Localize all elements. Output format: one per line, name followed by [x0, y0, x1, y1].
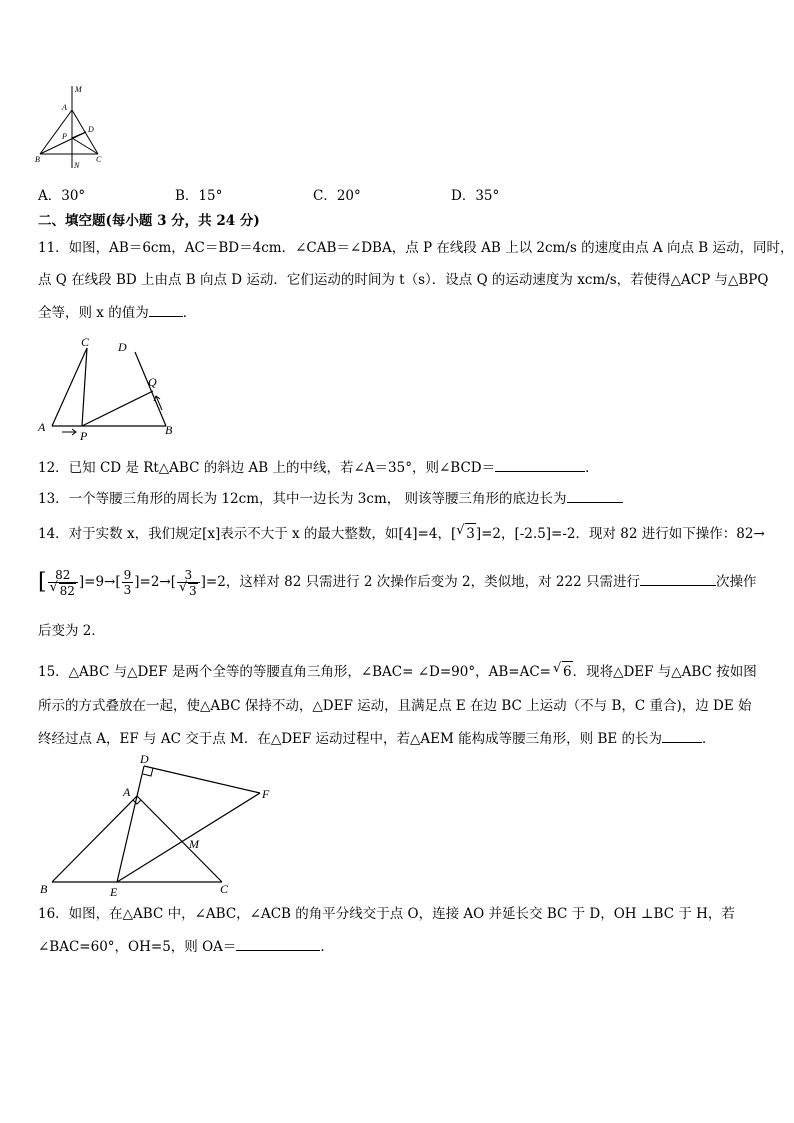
q14-fraction-2	[122, 568, 134, 597]
q12-line	[38, 457, 758, 478]
label-f: F	[262, 787, 270, 801]
q16-line1: 16．如图，在△ABC 中，∠ABC，∠ACB 的角平分线交于点 O，连接 AO 并延长交 BC 于 D，OH ⊥BC 于 H，若	[38, 906, 735, 922]
label-a: A	[62, 103, 67, 112]
label-p: P	[80, 429, 88, 443]
q14-line3: 后变为 2．	[38, 623, 105, 639]
q13-text: 13．一个等腰三角形的周长为 12cm，其中一边长为 3cm， 则该等腰三角形的底边长为	[38, 491, 567, 507]
q12-text: 12．已知 CD 是 Rt△ABC 的斜边 AB 上的中线，若∠A＝35°，则∠BCD＝	[38, 460, 496, 476]
label-m: M	[189, 837, 199, 851]
q14-f3-den	[177, 583, 200, 598]
option-a: A．30°	[38, 188, 86, 204]
q15-line1	[38, 661, 758, 682]
label-q: Q	[148, 375, 157, 389]
q14-f1-den	[48, 583, 78, 598]
seg-pd	[72, 132, 86, 138]
seg-ab	[40, 110, 72, 154]
label-m: M	[75, 85, 82, 94]
q14-f2-den: 3	[123, 583, 132, 597]
q15-end: ．	[702, 731, 716, 747]
seg-ac	[137, 796, 222, 882]
right-angle-a	[133, 800, 141, 804]
q14-f2-num: 9	[123, 568, 132, 582]
label-b: B	[40, 882, 48, 896]
q13-line	[38, 488, 758, 509]
q14-line1	[38, 523, 765, 544]
q14-r2: ]=2→[	[134, 574, 177, 590]
q15-line3	[38, 728, 758, 749]
figure-q11	[36, 334, 186, 444]
q14-f3-sqrt: √ 3	[188, 583, 198, 598]
q14-r1: ]=9→[	[78, 574, 121, 590]
q16-text: ∠BAC=60°，OH=5，则 OA＝	[38, 939, 237, 955]
q15-line2: 所示的方式叠放在一起，使△ABC 保持不动，△DEF 运动，且满足点 E 在边 BC 上运动（不与 B，C 重合)，边 DE 始	[38, 698, 752, 714]
q14-fraction-3	[177, 568, 200, 598]
seg-df	[144, 766, 260, 793]
seg-ab	[52, 796, 137, 882]
q14-f1-sqrt: √ 82	[59, 583, 76, 598]
section-title: 二、填空题(每小题 3 分，共 24 分)	[38, 213, 260, 229]
seg-ac	[52, 348, 87, 426]
label-p: P	[62, 132, 67, 141]
label-c: C	[81, 335, 90, 349]
q14-answer-blank[interactable]	[640, 571, 716, 586]
seg-bd	[135, 352, 166, 426]
q11-line1: 11．如图，AB＝6cm，AC＝BD＝4cm．∠CAB＝∠DBA，点 P 在线段 AB 上以 2cm/s 的速度由点 A 向点 B 运动，同时，	[38, 240, 794, 256]
label-c: C	[220, 882, 229, 896]
figure-q10	[34, 84, 114, 170]
label-d: D	[140, 752, 149, 766]
label-b: B	[165, 423, 173, 437]
q15-text-1a: 15．△ABC 与△DEF 是两个全等的等腰直角三角形，∠BAC= ∠D=90°，AB=AC=	[38, 664, 551, 680]
option-b: B．15°	[175, 188, 223, 204]
q14-line2	[38, 562, 758, 602]
q16-end: .	[320, 939, 325, 955]
q11-answer-blank[interactable]	[149, 302, 183, 317]
q15-text-1b: ．现将△DEF 与△ABC 按如图	[572, 664, 757, 680]
q15-answer-blank[interactable]	[662, 728, 702, 743]
option-c: C．20°	[313, 188, 361, 204]
q15-sqrt6: √ 6	[562, 661, 573, 682]
q11-line3	[38, 302, 758, 323]
q11-text: 全等，则 x 的值为	[38, 305, 149, 321]
label-n: N	[74, 161, 80, 170]
q14-text-1b: ]=2，[-2.5]=-2．现对 82 进行如下操作：82→	[475, 526, 765, 542]
q14-r3: ]=2，这样对 82 只需进行 2 次操作后变为 2，类似地，对 222 只需进行	[200, 574, 640, 590]
label-d: D	[88, 125, 94, 134]
seg-pc	[72, 138, 98, 154]
q11-line2: 点 Q 在线段 BD 上由点 B 向点 D 运动．它们运动的时间为 t（s）．设点 Q 的运动速度为 xcm/s，若使得△ACP 与△BPQ	[38, 272, 769, 288]
q12-end: ．	[585, 460, 599, 476]
label-c: C	[96, 155, 102, 164]
label-a: A	[123, 785, 131, 799]
q14-sqrt3: √ 3	[465, 523, 476, 544]
right-angle-d	[143, 768, 153, 776]
q14-r4: 次操作	[716, 574, 757, 590]
q13-answer-blank[interactable]	[567, 488, 623, 503]
seg-cp	[82, 348, 87, 426]
label-d: D	[118, 340, 127, 354]
q11-end: ．	[182, 305, 197, 321]
seg-de	[117, 766, 144, 882]
q16-answer-blank[interactable]	[236, 936, 320, 951]
q14-bracket-1: [	[38, 569, 47, 595]
q14-fraction-1	[48, 568, 78, 598]
q14-f3-num: 3	[177, 568, 200, 583]
label-b: B	[35, 155, 40, 164]
q14-text-1a: 14．对于实数 x，我们规定[x]表示不大于 x 的最大整数，如[4]=4，[	[38, 526, 457, 542]
label-e: E	[110, 885, 118, 899]
seg-pq	[82, 391, 153, 426]
q15-text-3: 终经过点 A，EF 与 AC 交于点 M．在△DEF 运动过程中，若△AEM 能构成等腰三角形，则 BE 的长为	[38, 731, 663, 747]
q14-f1-num: 82	[48, 568, 78, 583]
q16-line2	[38, 936, 758, 957]
figure-q15	[36, 750, 286, 900]
option-d: D．35°	[451, 188, 500, 204]
q12-answer-blank[interactable]	[495, 457, 585, 472]
label-a: A	[38, 420, 46, 434]
